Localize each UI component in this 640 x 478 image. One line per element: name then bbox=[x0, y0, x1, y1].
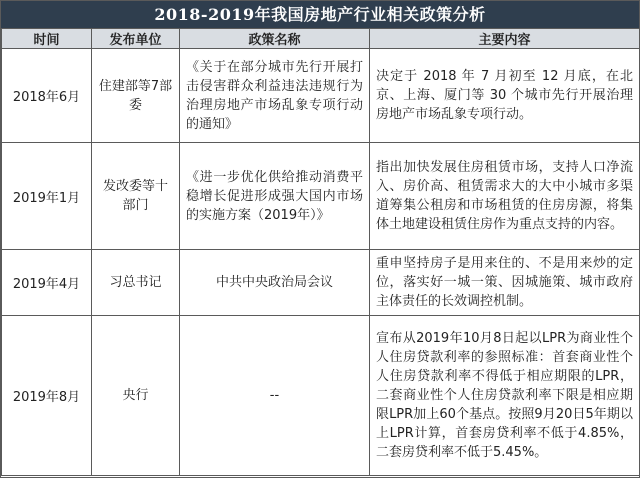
cell-content bbox=[370, 250, 640, 316]
issuer-text: 发改委等十部门 bbox=[102, 179, 168, 213]
cell-policy bbox=[180, 316, 370, 476]
cell-time: 2018年6月 bbox=[2, 49, 92, 143]
table-row bbox=[2, 316, 640, 476]
cell-content bbox=[370, 316, 640, 476]
policy-table bbox=[1, 28, 640, 476]
cell-issuer bbox=[92, 49, 180, 143]
cell-issuer bbox=[92, 250, 180, 316]
cell-policy bbox=[180, 250, 370, 316]
header-policy: 政策名称 bbox=[180, 29, 370, 49]
issuer-text: 习总书记 bbox=[109, 275, 162, 290]
policy-text: 《进一步优化供给推动消费平稳增长促进形成强大国内市场的实施方案（2019年）》 bbox=[186, 169, 363, 223]
content-text: 决定于 2018 年 7 月初至 12 月底，在北京、上海、厦门等 30 个城市先行开展治理房地产市场乱象专项行动。 bbox=[376, 69, 633, 122]
content-text: 宣布从2019年10月8日起以LPR为商业性个人住房贷款利率的参照标准：首套商业性个人住房贷款利率不得低于相应期限的LPR，二套商业性个人住房贷款利率下限是相应期限LPR加上60个基点。按照9月20日5年期以上LPR计算，首套房贷利率不低于4.85%，二套房贷利率不低于5.45%。 bbox=[376, 331, 633, 460]
cell-policy bbox=[180, 49, 370, 143]
cell-issuer bbox=[92, 316, 180, 476]
policy-text: 《关于在部分城市先行开展打击侵害群众利益违法违规行为治理房地产市场乱象专项行动的通知》 bbox=[186, 59, 363, 132]
cell-time: 2019年8月 bbox=[2, 316, 92, 476]
table-row bbox=[2, 143, 640, 250]
issuer-text: 央行 bbox=[122, 388, 149, 403]
cell-content bbox=[370, 49, 640, 143]
cell-content bbox=[370, 143, 640, 250]
content-text: 指出加快发展住房租赁市场，支持人口净流入、房价高、租赁需求大的大中小城市多渠道筹集公租房和市场租赁的住房房源，将集体土地建设租赁住房作为重点支持的内容。 bbox=[376, 160, 633, 232]
cell-issuer bbox=[92, 143, 180, 250]
cell-policy bbox=[180, 143, 370, 250]
content-text: 重申坚持房子是用来住的、不是用来炒的定位，落实好一城一策、因城施策、城市政府主体责任的长效调控机制。 bbox=[376, 256, 633, 309]
policy-text: 中共中央政治局会议 bbox=[215, 275, 333, 290]
table-row bbox=[2, 49, 640, 143]
issuer-text: 住建部等7部委 bbox=[98, 78, 173, 113]
cell-time: 2019年4月 bbox=[2, 250, 92, 316]
header-time: 时间 bbox=[2, 29, 92, 49]
header-content: 主要内容 bbox=[370, 29, 640, 49]
table-title: 2018-2019年我国房地产行业相关政策分析 bbox=[1, 1, 639, 28]
header-row bbox=[2, 29, 640, 49]
header-issuer: 发布单位 bbox=[92, 29, 180, 49]
cell-time: 2019年1月 bbox=[2, 143, 92, 250]
policy-text: -- bbox=[269, 388, 280, 403]
table-row bbox=[2, 250, 640, 316]
